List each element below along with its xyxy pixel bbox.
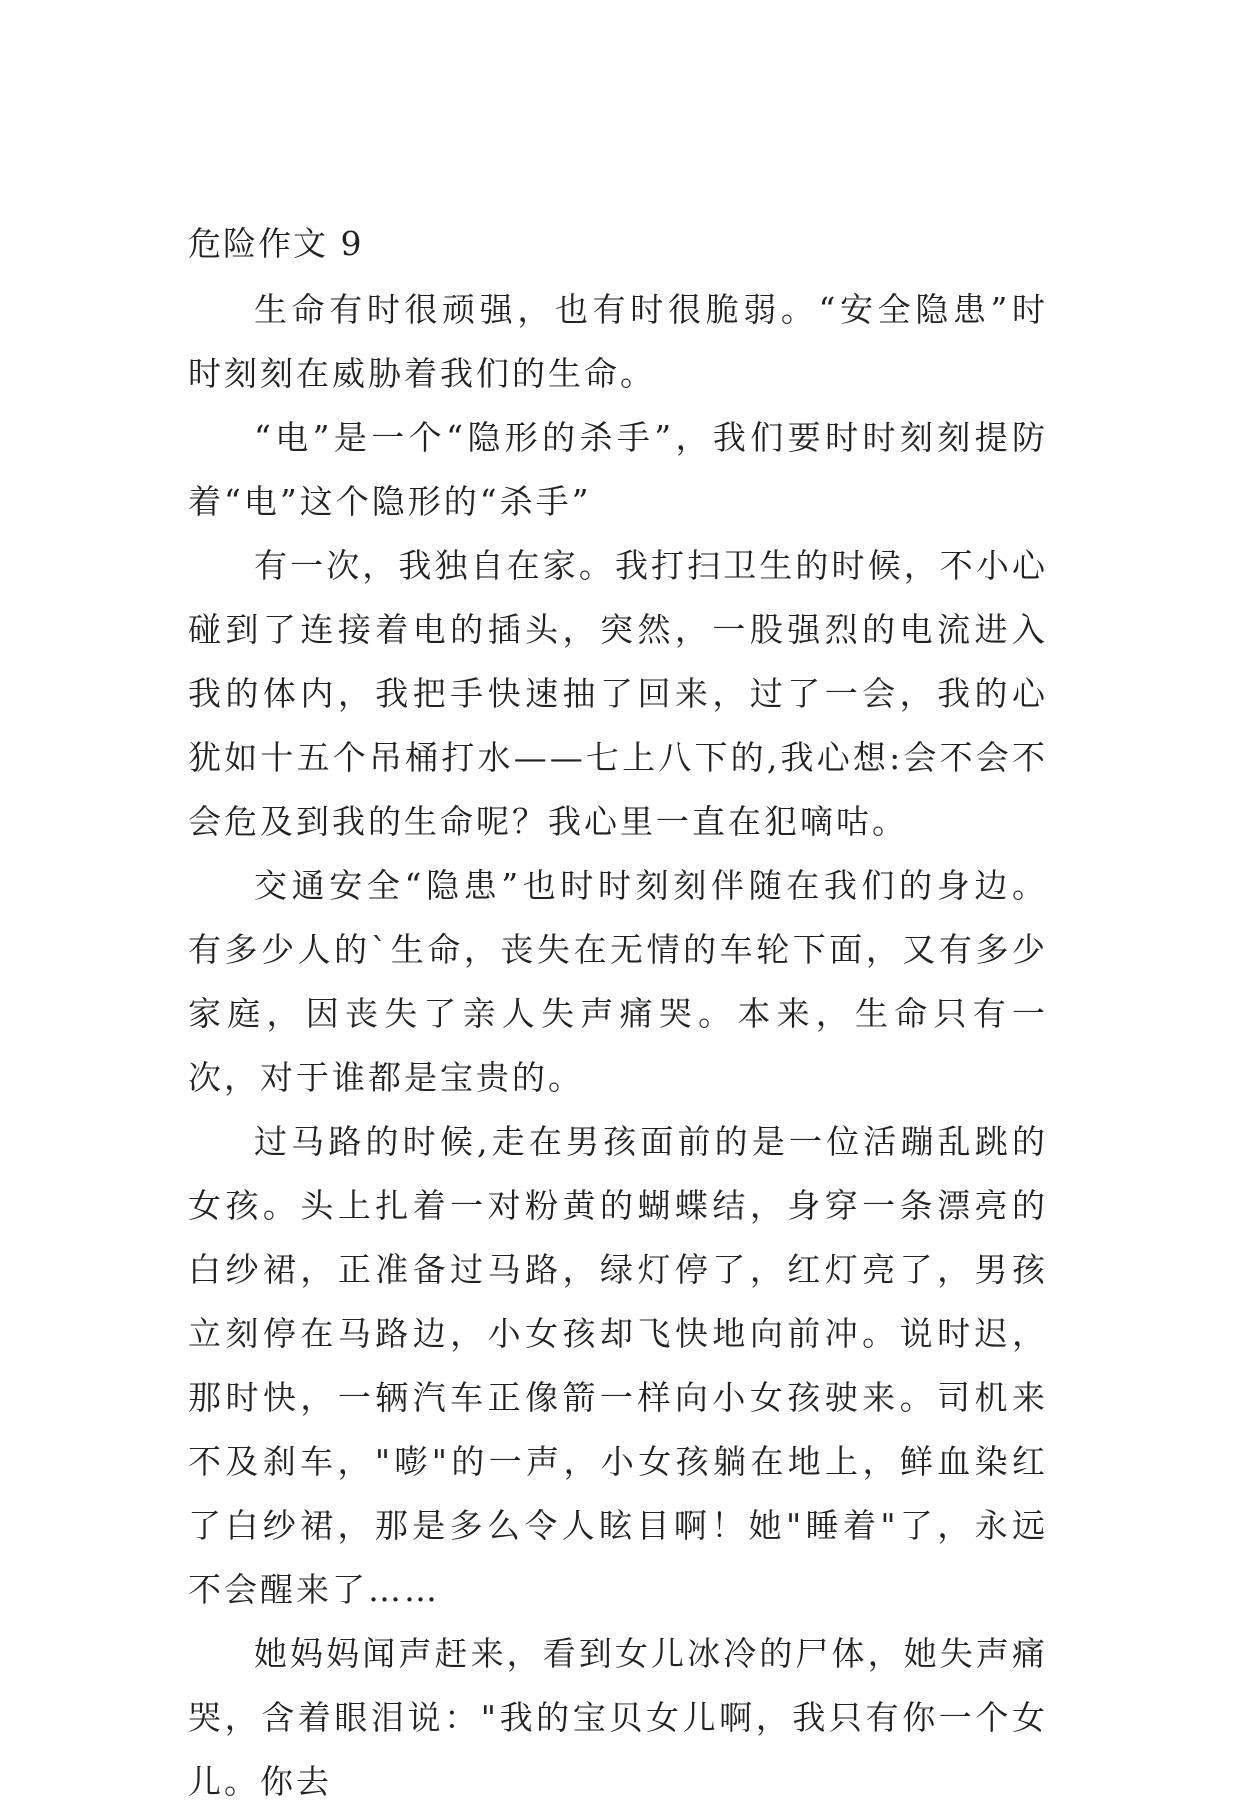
paragraph-6: 她妈妈闻声赶来，看到女儿冰冷的尸体，她失声痛哭，含着眼泪说："我的宝贝女儿啊，我只有你一个女儿。你去 — [188, 1634, 1048, 1801]
paragraph-5: 过马路的时候,走在男孩面前的是一位活蹦乱跳的女孩。头上扎着一对粉黄的蝴蝶结，身穿一条漂亮的白纱裙，正准备过马路，绿灯停了，红灯亮了，男孩立刻停在马路边，小女孩却飞快地向前冲。说时迟，那时快，一辆汽车正像箭一样向小女孩驶来。司机来不及刹车，"嘭"的一声，小女孩躺在地上，鲜血染红了白纱裙，那是多么令人眩目啊！她"睡着"了，永远不会醒来了…… — [188, 1122, 1048, 1609]
document-title: 危险作文 9 — [188, 224, 364, 263]
paragraph-1: 生命有时很顽强，也有时很脆弱。“安全隐患”时时刻刻在威胁着我们的生命。 — [188, 290, 1048, 393]
paragraph-2: “电”是一个“隐形的杀手”，我们要时时刻刻提防着“电”这个隐形的“杀手” — [188, 418, 1048, 521]
paragraph-4: 交通安全“隐患”也时时刻刻伴随在我们的身边。有多少人的`生命，丧失在无情的车轮下面，又有多少家庭，因丧失了亲人失声痛哭。本来，生命只有一次，对于谁都是宝贵的。 — [188, 866, 1048, 1097]
paragraph-3: 有一次，我独自在家。我打扫卫生的时候，不小心碰到了连接着电的插头，突然，一股强烈的电流进入我的体内，我把手快速抽了回来，过了一会，我的心犹如十五个吊桶打水——七上八下的,我心想:会不会不会危及到我的生命呢？我心里一直在犯嘀咕。 — [188, 546, 1048, 841]
document-body — [188, 224, 1048, 1814]
